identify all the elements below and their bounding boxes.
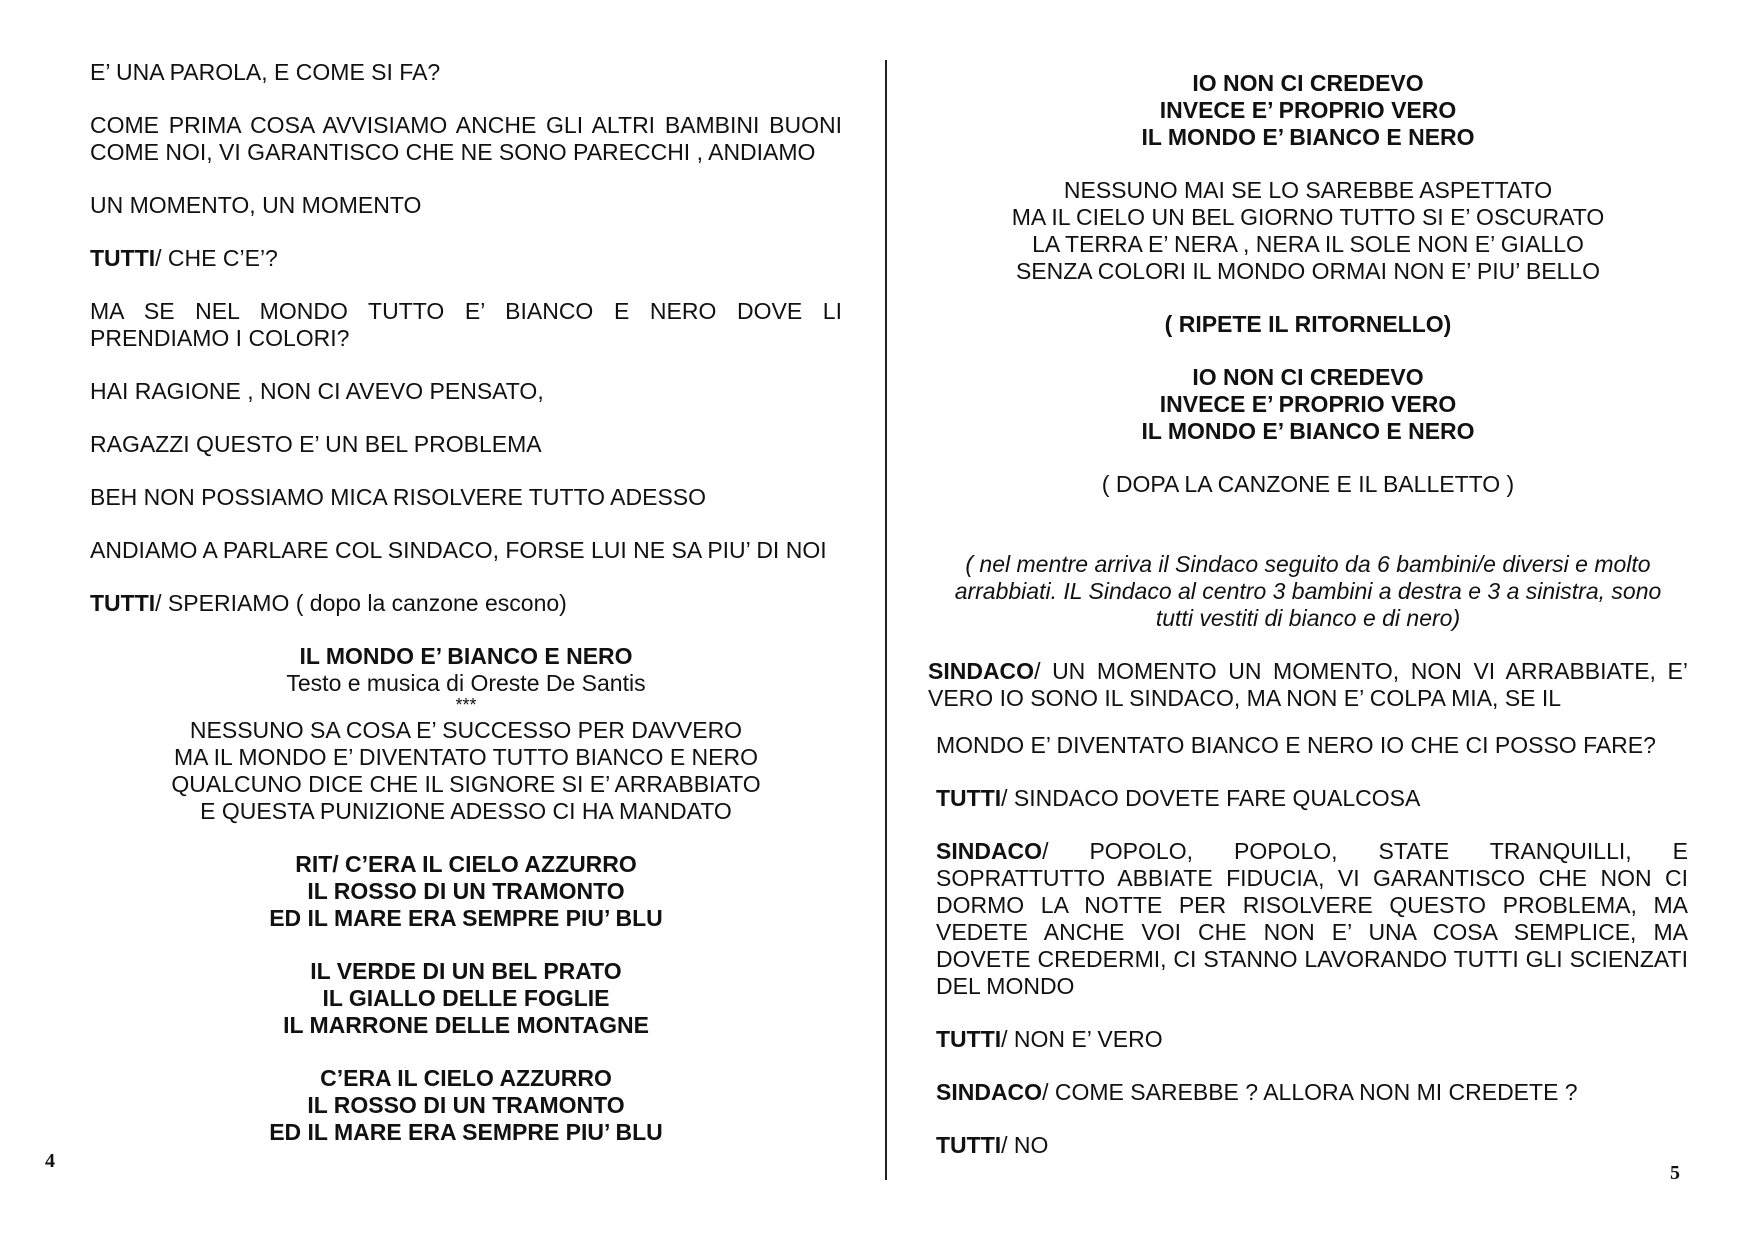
lyric-line: IO NON CI CREDEVO: [1192, 70, 1424, 96]
lyric-line: MA IL MONDO E’ DIVENTATO TUTTO BIANCO E NERO: [173, 744, 759, 770]
right-page: [928, 70, 1688, 1185]
lyric-line: E QUESTA PUNIZIONE ADESSO CI HA MANDATO: [200, 798, 732, 824]
speaker-text: / NO: [1001, 1132, 1049, 1158]
dialogue-tutti: [90, 245, 842, 272]
lyric-line: IL ROSSO DI UN TRAMONTO: [307, 1092, 625, 1118]
page-number: 4: [45, 1150, 55, 1172]
dialogue-line: MA SE NEL MONDO TUTTO E’ BIANCO E NERO DOVE LI PRENDIAMO I COLORI?: [90, 298, 842, 351]
song-chorus: [928, 364, 1688, 445]
speaker-text: / POPOLO, POPOLO, STATE TRANQUILLI, E SOPRATTUTTO ABBIATE FIDUCIA, VI GARANTISCO CHE NON CI DORMO LA NOTTE PER RISOLVERE QUESTO PROBLEMA, MA VEDETE ANCHE VOI CHE NON E’ UNA COSA SEMPLICE, MA DOVETE CREDERMI, CI STANNO LAVORANDO TUTTI GLI SCIENZATI DEL MONDO: [936, 838, 1688, 999]
speaker-label: TUTTI: [936, 1132, 1002, 1158]
dialogue-tutti: [928, 1026, 1688, 1053]
lyric-line: INVECE E’ PROPRIO VERO: [1159, 97, 1457, 123]
song-verse: [90, 717, 842, 825]
lyric-line: IL MONDO E’ BIANCO E NERO: [1141, 124, 1475, 150]
dialogue-line: COME PRIMA COSA AVVISIAMO ANCHE GLI ALTRI BAMBINI BUONI COME NOI, VI GARANTISCO CHE NE SONO PARECCHI , ANDIAMO: [90, 112, 842, 165]
dialogue-tutti: [928, 785, 1688, 812]
speaker-text: / NON E’ VERO: [1001, 1026, 1163, 1052]
speaker-text: / SINDACO DOVETE FARE QUALCOSA: [1001, 785, 1421, 811]
song-chorus: [928, 70, 1688, 151]
dialogue-line: UN MOMENTO, UN MOMENTO: [90, 192, 422, 218]
lyric-line: ED IL MARE ERA SEMPRE PIU’ BLU: [269, 1119, 663, 1145]
speaker-label: TUTTI: [90, 245, 156, 271]
dialogue-sindaco: [928, 838, 1688, 1000]
lyric-line: ED IL MARE ERA SEMPRE PIU’ BLU: [269, 905, 663, 931]
speaker-text: / CHE C’E’?: [155, 245, 278, 271]
speaker-text: / SPERIAMO ( dopo la canzone escono): [155, 590, 567, 616]
speaker-label: SINDACO: [936, 838, 1043, 864]
lyric-line: NESSUNO MAI SE LO SAREBBE ASPETTATO: [1063, 177, 1553, 203]
stage-direction: ( nel mentre arriva il Sindaco seguito da 6 bambini/e diversi e molto arrabbiati. IL Sindaco al centro 3 bambini a destra e 3 a sinistra, sono tutti vestiti di bianco e di nero): [954, 551, 1662, 631]
page-divider: [885, 60, 887, 1180]
song-title: IL MONDO E’ BIANCO E NERO: [299, 643, 633, 669]
dialogue-line: HAI RAGIONE , NON CI AVEVO PENSATO,: [90, 378, 544, 404]
lyric-line: IL VERDE DI UN BEL PRATO: [310, 958, 622, 984]
lyric-line: IL MONDO E’ BIANCO E NERO: [1141, 418, 1475, 444]
lyric-line: MA IL CIELO UN BEL GIORNO TUTTO SI E’ OSCURATO: [1011, 204, 1605, 230]
speaker-text: / UN MOMENTO UN MOMENTO, NON VI ARRABBIATE, E’ VERO IO SONO IL SINDACO, MA NON E’ COLPA MIA, SE IL: [928, 658, 1688, 711]
lyric-line: NESSUNO SA COSA E’ SUCCESSO PER DAVVERO: [189, 717, 743, 743]
song-chorus: [90, 1065, 842, 1146]
lyric-line: RIT/ C’ERA IL CIELO AZZURRO: [295, 851, 637, 877]
dialogue-sindaco: [928, 1079, 1688, 1106]
dialogue-line: ANDIAMO A PARLARE COL SINDACO, FORSE LUI NE SA PIU’ DI NOI: [90, 537, 827, 563]
song-chorus: [90, 958, 842, 1039]
song-verse: [928, 177, 1688, 285]
speaker-label: TUTTI: [936, 785, 1002, 811]
speaker-label: TUTTI: [90, 590, 156, 616]
lyric-line: INVECE E’ PROPRIO VERO: [1159, 391, 1457, 417]
song-separator: ***: [455, 695, 477, 715]
dialogue-line: MONDO E’ DIVENTATO BIANCO E NERO IO CHE CI POSSO FARE?: [936, 732, 1656, 758]
speaker-label: SINDACO: [928, 658, 1035, 684]
speaker-label: TUTTI: [936, 1026, 1002, 1052]
lyric-line: IL ROSSO DI UN TRAMONTO: [307, 878, 625, 904]
lyric-line: IO NON CI CREDEVO: [1192, 364, 1424, 390]
lyric-line: SENZA COLORI IL MONDO ORMAI NON E’ PIU’ BELLO: [1015, 258, 1601, 284]
left-page: [90, 59, 842, 1172]
song-credit: Testo e musica di Oreste De Santis: [286, 670, 646, 696]
dialogue-line: RAGAZZI QUESTO E’ UN BEL PROBLEMA: [90, 431, 542, 457]
song-chorus: [90, 851, 842, 932]
lyric-line: QUALCUNO DICE CHE IL SIGNORE SI E’ ARRABBIATO: [171, 771, 761, 797]
lyric-line: IL GIALLO DELLE FOGLIE: [322, 985, 610, 1011]
dialogue-sindaco: [928, 658, 1688, 712]
lyric-line: IL MARRONE DELLE MONTAGNE: [283, 1012, 649, 1038]
lyric-line: LA TERRA E’ NERA , NERA IL SOLE NON E’ GIALLO: [1032, 231, 1584, 257]
repeat-note: ( RIPETE IL RITORNELLO): [1164, 311, 1452, 337]
dialogue-tutti: [928, 1132, 1688, 1159]
after-song-note: ( DOPA LA CANZONE E IL BALLETTO ): [1101, 471, 1515, 497]
dialogue-tutti: [90, 590, 842, 617]
speaker-text: / COME SAREBBE ? ALLORA NON MI CREDETE ?: [1042, 1079, 1578, 1105]
lyric-line: C’ERA IL CIELO AZZURRO: [320, 1065, 612, 1091]
dialogue-line: E’ UNA PAROLA, E COME SI FA?: [90, 59, 441, 85]
dialogue-line: BEH NON POSSIAMO MICA RISOLVERE TUTTO ADESSO: [90, 484, 707, 510]
page-number: 5: [1670, 1162, 1680, 1184]
speaker-label: SINDACO: [936, 1079, 1043, 1105]
